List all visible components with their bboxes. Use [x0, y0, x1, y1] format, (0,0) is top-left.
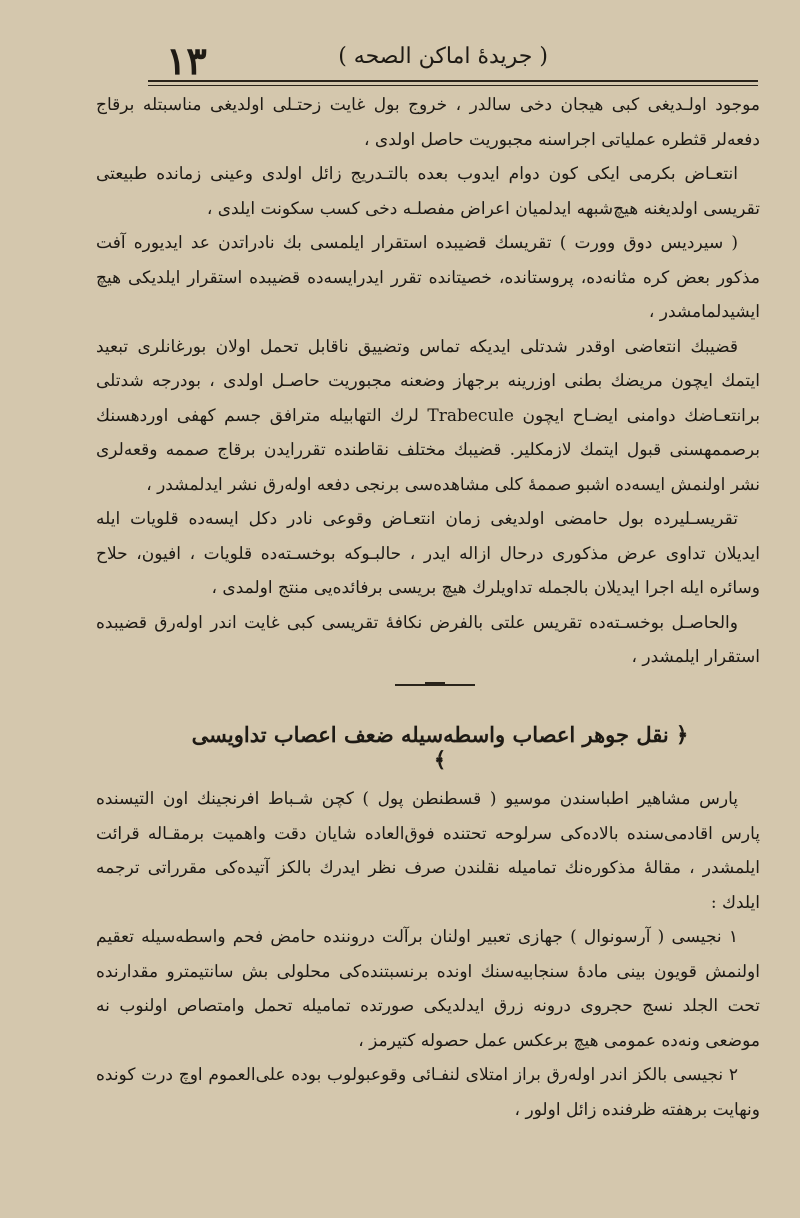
numbered-item: ٢ نجيسى بالكز اندر اوله‌رق براز امتلاى لنفـائى وقوعبولوب بوده على‌العموم اوچ درت كونده ونهايت برهفته ظرفنده زائل اولور ، [96, 1065, 760, 1120]
section-heading: ﴿ نقل جوهر اعصاب واسطه‌سيله ضعف اعصاب تداويسى ﴾ [191, 722, 689, 772]
running-title: ( جريدهٔ اماكن الصحه ) [338, 44, 548, 69]
paragraph-text-continued: لرك التهابيله مترافق جسم كهفى اوردهسنك برصممهسنى قبول ايتمك لازمكلير. قضيبك مختلف نقاطنده تقررايدن برقاج صممه وقعه‌لرى نشر اولنمش ايسه‌ده اشبو صممهٔ كلى مشاهده‌سى برنجى دفعه اوله‌رق نشر ايدلمشدر ، [96, 405, 760, 495]
paragraph: موجود اولـديغى كبى هيجان دخى سالدر ، خروج بول غايت زحتـلى اولديغى مناسبتله برقاج دفعه‌لر قثطره عملياتى اجراسنه مجبوريت حاصل اولدى ، [96, 95, 760, 150]
header-rule-thin [148, 85, 758, 86]
page-header [148, 38, 758, 83]
paragraph: پارس مشاهير اطباسندن موسيو ( قسطنطن پول ) كچن شـباط افرنجينك اون التيسنده پارس اقادمى‌سنده بالاده‌كى سرلوحه تحتنده فوق‌العاده شايان دقت واهميت برمقـاله قرائت ايلمشدر ، مقالهٔ مذكوره‌نك تماميله نقلندن صرف نظر ايدرك بالكز آتيده‌كى مقرراتى ترجمه ايلدك : [96, 789, 760, 913]
paragraph-text: قضيبك انتعاضى اوقدر شدتلى ايديكه تماس وتضييق ناقابل تحمل اولان بورغانلرى تبعيد ايتمك ايچون مريضك بطنى اوزرينه برجهاز وضعنه مجبوريت حاصـل اولدى ، بودرجه شدتلى برانتعـاضك دوامنى ايضـاح ايچون [96, 336, 761, 426]
paragraph: والحاصـل بوخسـته‌ده تقريس علتى بالفرض نكافهٔ تقريسى كبى غايت اندر اوله‌رق قضيبده استقرار ايلمشدر ، [96, 612, 760, 667]
article-body [96, 782, 760, 1127]
paragraph: انتعـاض بكرمى ايكى كون دوام ايدوب بعده بالتـدريج زائل اولدى وعينى زمانده طبيعتى تقريسى اولديغنه هيچ‌شبهه ايدلميان اعراض مفصلـه دخى كسب سكونت ايلدى ، [96, 164, 760, 219]
page-number: ١٣ [166, 38, 207, 83]
header-rule-thick [148, 80, 758, 82]
paragraph: تقريسـليرده بول حامضى اولديغى زمان انتعـاض وقوعى نادر دكل ايسه‌ده قلويات ايله ايديلان تداوى عرض مذكورى درحال ازاله ايدر ، حالبـوكه بوخسـته‌ده قلويات ، افيون، حلاح وسائره ايله اجرا ايديلان بالجمله تداويلرك هيچ بريسى برفائده‌يى منتج اولمدى ، [96, 509, 760, 598]
divider-center-mark [425, 682, 445, 686]
paragraph-with-latin-term [96, 330, 760, 503]
paragraph: ( سيرديس دوق وورت ) تقريسك قضيبده استقرار ايلمسى بك نادراتدن عد ايديوره آفت مذكور بعض كره مثانه‌ده، پروستانده، خصيتانده تقرر ايدرايسه‌ده قضيبده استقرار ايلديكى هيچ ايشيدلمامشدر ، [96, 233, 760, 322]
numbered-item: ١ نجيسى ( آرسونوال ) جهازى تعبير اولنان برآلت دروننده حامض فحم واسطه‌سيله تعقيم اولنمش قويون بينى مادهٔ سنجابيه‌سنك اونده برنسبتنده‌كى محلولى بش سانتيمترو مقدارنده تحت الجلد نسج حجروى درونه زرق ايدلديكى صورتده تماميله تحمل وامتصاص اولنوب نه موضعى ونه‌ده عمومى هيچ برعكس عمل حصوله كتيرمز ، [96, 927, 760, 1051]
article-continuation [96, 88, 760, 675]
latin-term: Trabecule [427, 405, 514, 426]
section-divider [395, 680, 475, 690]
